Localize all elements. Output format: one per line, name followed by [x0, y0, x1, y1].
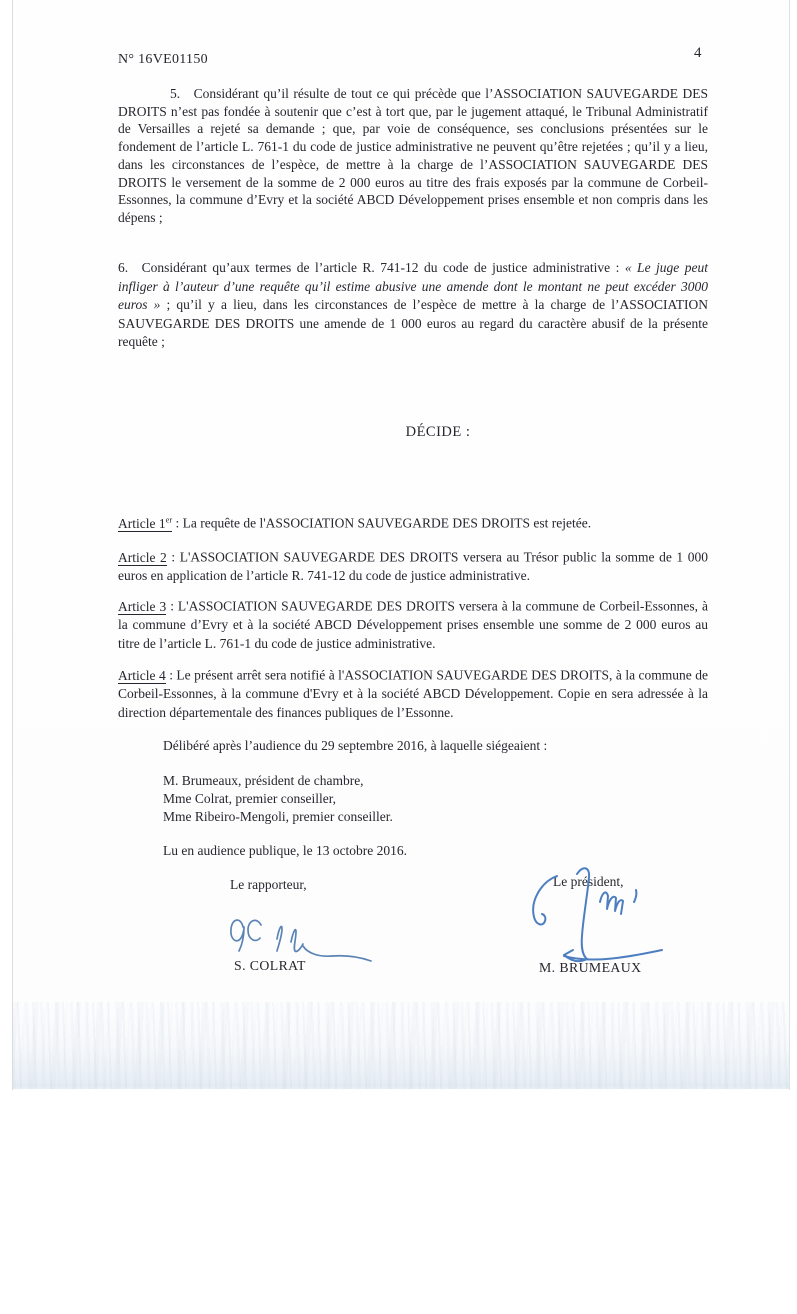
paragraph-considerant-5: 5. Considérant qu’il résulte de tout ce qui précède que l’ASSOCIATION SAUVEGARDE DES DROITS n’est pas fondée à soutenir que c’est à tort que, par le jugement attaqué, le Tribunal Administratif de Versailles a rejeté sa demande ; que, par voie de conséquence, ses conclusions présentées sur le fondement de l’article L. 761-1 du code de justice administrative ne peuvent qu’être rejetées ; qu’il y a lieu, dans les circonstances de l’espèce, de mettre à la charge de l’ASSOCIATION SAUVEGARDE DES DROITS le versement de la somme de 2 000 euros au titre des frais exposés par la commune de Corbeil-Essonnes, la commune d’Evry et la société ABCD Développement prises ensemble et non compris dans les dépens ;	[118, 86, 708, 225]
para6-quoted-statute: « Le juge peut infliger à l’auteur d’une requête qu’il estime abusive une amende dont le montant ne peut excéder 3000 euros »	[118, 260, 708, 313]
article-4-label: Article 4	[118, 667, 166, 683]
para6-tail: ; qu’il y a lieu, dans les circonstances de l’espèce de mettre à la charge de l’ASSOCIATION SAUVEGARDE DES DROITS une amende de 1 000 euros au regard du caractère abusif de la présente requête ;	[118, 297, 708, 350]
page-number: 4	[694, 45, 702, 61]
article-2	[118, 545, 708, 586]
paragraph-considerant-6	[118, 259, 708, 352]
article-1	[118, 511, 708, 533]
rapporteur-name: S. COLRAT	[234, 958, 306, 973]
case-number: N° 16VE01150	[118, 52, 208, 67]
article-4-text: : Le présent arrêt sera notifié à l'ASSOCIATION SAUVEGARDE DES DROITS, à la commune de Corbeil-Essonnes, à la commune d'Evry et à la société ABCD Développement. Copie en sera adressée à la direction départementale des finances publiques de l’Essonne.	[118, 667, 709, 720]
article-2-label: Article 2	[118, 549, 167, 565]
scanner-noise-band	[13, 1002, 789, 1089]
rapporteur-role-label: Le rapporteur,	[230, 877, 307, 892]
signature-brumeaux	[527, 863, 665, 967]
article-3-text: : L'ASSOCIATION SAUVEGARDE DES DROITS versera à la commune de Corbeil-Essonnes, à la commune d’Evry et à la société ABCD Développement prises ensemble une somme de 2 000 euros au titre de l’article L. 761-1 du code de justice administrative.	[118, 598, 708, 651]
president-role-label: Le président,	[553, 874, 624, 889]
public-reading-line: Lu en audience publique, le 13 octobre 2016.	[163, 843, 408, 858]
article-1-label: Article 1er	[118, 515, 173, 531]
article-2-text: : L'ASSOCIATION SAUVEGARDE DES DROITS versera au Trésor public la somme de 1 000 euros en application de l’article R. 741-12 du code de justice administrative.	[118, 549, 708, 584]
article-3-label: Article 3	[118, 598, 167, 614]
para6-lead: 6. Considérant qu’aux termes de l’article R. 741-12 du code de justice administrative :	[118, 260, 625, 275]
judge-brumeaux: M. Brumeaux, président de chambre,	[163, 773, 364, 788]
article-4	[118, 663, 708, 722]
president-name: M. BRUMEAUX	[539, 960, 642, 975]
judges-list	[163, 772, 393, 827]
article-1-sup: er	[165, 515, 173, 524]
decide-heading: DÉCIDE :	[405, 424, 471, 440]
deliberation-intro: Délibéré après l’audience du 29 septembre 2016, à laquelle siégeaient :	[163, 738, 548, 753]
article-3	[118, 594, 708, 653]
judge-colrat: Mme Colrat, premier conseiller,	[163, 791, 337, 807]
signature-colrat	[226, 912, 376, 972]
article-1-text: : La requête de l'ASSOCIATION SAUVEGARDE DES DROITS est rejetée.	[172, 515, 592, 531]
judge-ribeiro-mengoli: Mme Ribeiro-Mengoli, premier conseiller.	[163, 809, 393, 825]
